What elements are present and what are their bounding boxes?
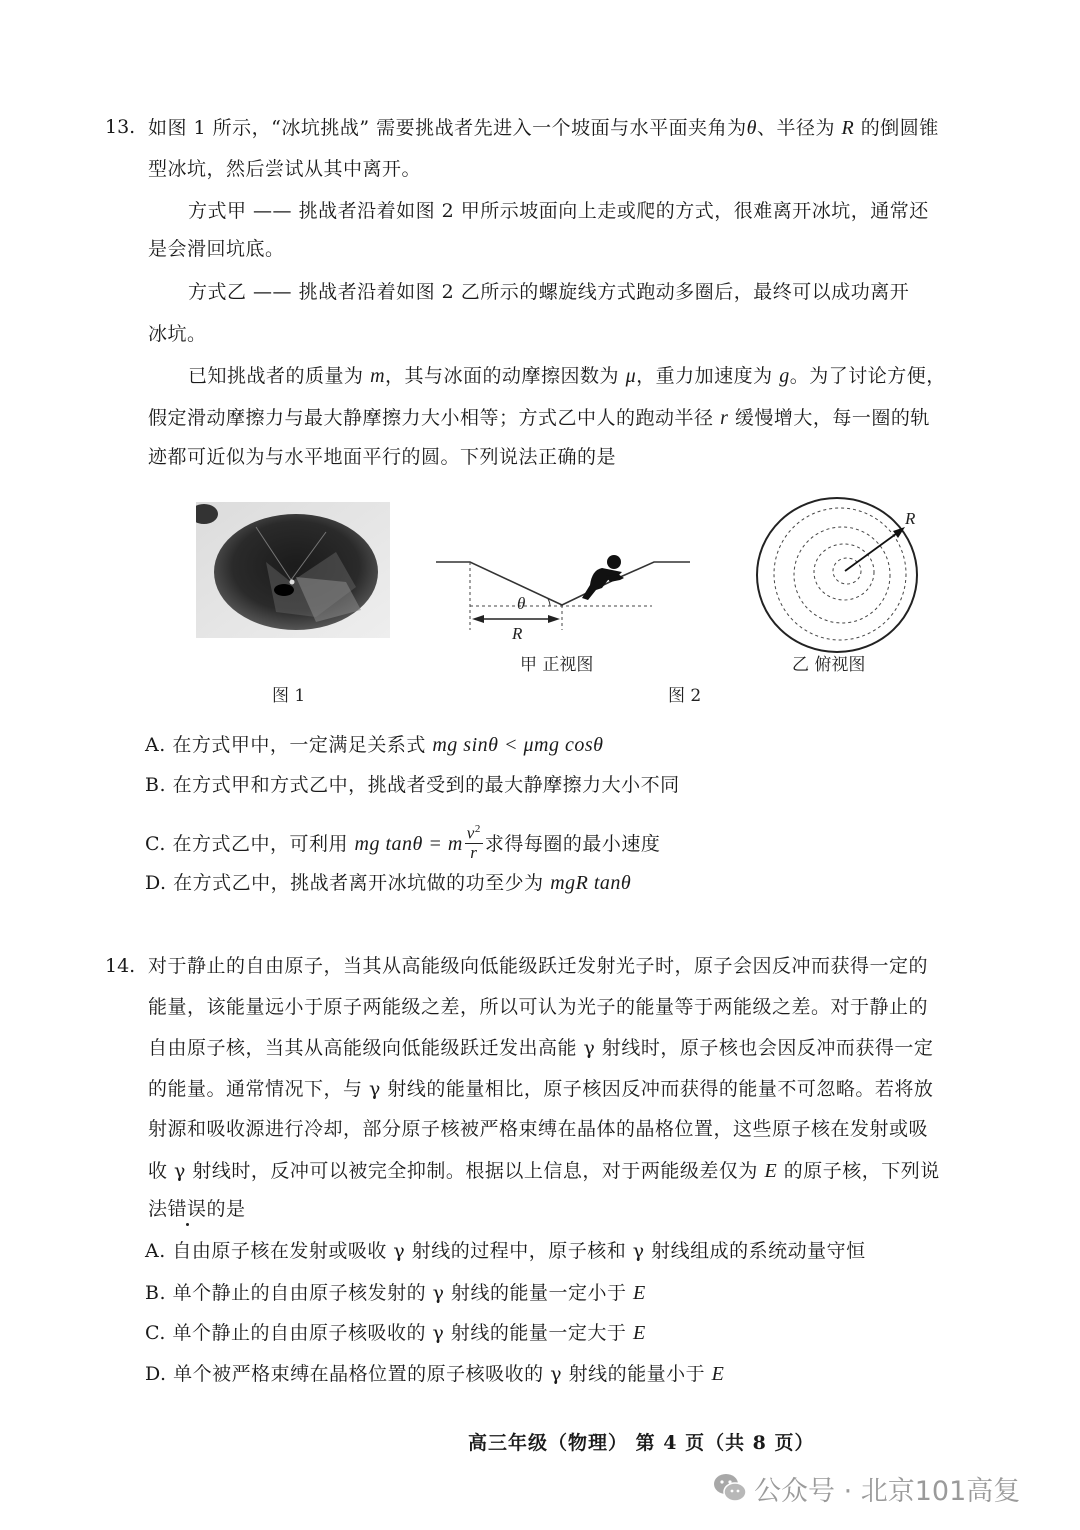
q14-line-3: 自由原子核，当其从高能级向低能级跃迁发出高能 γ 射线时，原子核也会因反冲而获得一定 (148, 1037, 934, 1059)
option-letter: A. (145, 734, 166, 756)
symbol-m: m (370, 365, 386, 387)
q14-text: 的原子核，下列说 (783, 1160, 940, 1182)
q13-text: 已知挑战者的质量为 (188, 365, 364, 387)
q13-line-2: 型冰坑，然后尝试从其中离开。 (148, 158, 422, 180)
q14-option-a[interactable] (145, 1242, 866, 1261)
option-formula: mgR tanθ (550, 872, 632, 894)
q14-line-2: 能量，该能量远小于原子两能级之差，所以可认为光子的能量等于两能级之差。对于静止的 (148, 996, 929, 1018)
q14-line-6 (148, 1161, 940, 1181)
q14-text: 收 γ 射线时，反冲可以被完全抑制。根据以上信息，对于两能级差仅为 (148, 1160, 758, 1182)
figure-1-caption: 图 1 (272, 686, 306, 706)
symbol-g: g (779, 365, 790, 387)
label-theta: θ (517, 594, 526, 613)
option-text: 在方式乙中，可利用 (172, 833, 355, 856)
q13-text: 。为了讨论方便， (789, 365, 946, 387)
q13-text: 假定滑动摩擦力与最大静摩擦力大小相等；方式乙中人的跑动半径 (148, 407, 714, 429)
figure-1-ice-pit-photo (196, 502, 390, 638)
q14-option-d[interactable] (145, 1364, 724, 1384)
frac-exponent: 2 (474, 823, 481, 835)
q13-option-a[interactable] (145, 735, 603, 755)
option-text: 在方式甲和方式乙中，挑战者受到的最大静摩擦力大小不同 (172, 774, 680, 796)
q13-text: ，重力加速度为 (636, 365, 773, 387)
emphasis-text: 错误 (167, 1198, 207, 1220)
option-formula: mg sinθ < μmg cosθ (432, 734, 604, 756)
q13-text: 的倒圆锥 (860, 117, 939, 139)
option-letter: C. (145, 1322, 166, 1344)
symbol-r: r (720, 407, 729, 429)
q13-line-1 (148, 118, 939, 138)
page-footer: 高三年级（物理） 第 4 页（共 8 页） (468, 1432, 815, 1454)
option-letter: D. (145, 872, 167, 894)
q13-line-8 (148, 408, 930, 428)
q13-line-6: 冰坑。 (148, 323, 207, 345)
emphasis-wrong (168, 1200, 207, 1219)
fraction-v2-over-r (465, 824, 483, 862)
symbol-E: E (764, 1160, 778, 1182)
label-R-top: R (905, 509, 916, 528)
q13-option-c[interactable] (145, 823, 661, 864)
q13-text: 如图 1 所示，“冰坑挑战” 需要挑战者先进入一个坡面与水平面夹角为 (148, 117, 747, 139)
label-R-front: R (512, 624, 523, 643)
q14-text: 的是 (206, 1198, 246, 1220)
question-13-number: 13. (105, 116, 136, 138)
q13-option-b[interactable] (145, 776, 680, 795)
watermark-text: 公众号 · 北京101高复 (754, 1475, 1021, 1507)
q14-line-5: 射源和吸收源进行冷却，部分原子核被严格束缚在晶体的晶格位置，这些原子核在发射或吸 (148, 1118, 929, 1140)
option-text: 求得每圈的最小速度 (484, 833, 661, 856)
q13-line-4: 是会滑回坑底。 (148, 238, 285, 260)
climber-icon (582, 555, 624, 600)
q13-line-5: 方式乙 —— 挑战者沿着如图 2 乙所示的螺旋线方式跑动多圈后，最终可以成功离开 (188, 281, 910, 303)
symbol-mu: μ (625, 365, 637, 387)
q13-line-7 (188, 366, 946, 386)
q14-line-1: 对于静止的自由原子，当其从高能级向低能级跃迁发射光子时，原子会因反冲而获得一定的 (148, 955, 929, 977)
front-view-caption: 甲 正视图 (520, 655, 594, 675)
q14-text: 法 (148, 1198, 168, 1220)
option-letter: B. (145, 774, 167, 796)
option-letter: A. (145, 1240, 166, 1262)
option-text: 单个静止的自由原子核吸收的 γ 射线的能量一定大于 (172, 1322, 633, 1344)
figure-2a-front-view (432, 540, 702, 650)
figure-2b-top-view (750, 496, 925, 656)
symbol-E: E (633, 1282, 646, 1304)
q13-text: 、半径为 (756, 117, 835, 139)
q13-option-d[interactable] (145, 873, 631, 893)
option-formula: mg tanθ = m (354, 833, 463, 856)
frac-numerator: v (466, 823, 475, 843)
option-text: 自由原子核在发射或吸收 γ 射线的过程中，原子核和 γ 射线组成的系统动量守恒 (172, 1240, 866, 1262)
watermark (712, 1470, 1020, 1506)
symbol-E: E (711, 1363, 725, 1385)
symbol-E: E (632, 1322, 646, 1344)
option-text: 在方式乙中，挑战者离开冰坑做的功至少为 (173, 872, 551, 894)
top-view-caption: 乙 俯视图 (792, 655, 866, 675)
q13-line-9: 迹都可近似为与水平地面平行的圆。下列说法正确的是 (148, 446, 617, 468)
option-letter: D. (145, 1363, 167, 1385)
symbol-theta: θ (746, 117, 757, 139)
option-letter: B. (145, 1282, 167, 1304)
frac-denominator: r (470, 842, 478, 862)
option-letter: C. (145, 833, 166, 856)
q14-line-4: 的能量。通常情况下，与 γ 射线的能量相比，原子核因反冲而获得的能量不可忽略。若将放 (148, 1078, 934, 1100)
q13-line-3: 方式甲 —— 挑战者沿着如图 2 甲所示坡面向上走或爬的方式，很难离开冰坑，通常还 (188, 200, 929, 222)
option-text: 单个静止的自由原子核发射的 γ 射线的能量一定小于 (172, 1282, 634, 1304)
q13-text: ，其与冰面的动摩擦因数为 (385, 365, 620, 387)
q13-text: 缓慢增大，每一圈的轨 (734, 407, 930, 429)
option-text: 在方式甲中，一定满足关系式 (172, 734, 433, 756)
option-text: 单个被严格束缚在晶格位置的原子核吸收的 γ 射线的能量小于 (173, 1363, 712, 1385)
q14-option-b[interactable] (145, 1283, 646, 1303)
wechat-icon (712, 1471, 748, 1505)
q14-line-7 (148, 1200, 246, 1219)
question-14-number: 14. (105, 955, 136, 977)
symbol-R: R (841, 117, 855, 139)
figure-2-caption: 图 2 (668, 686, 702, 706)
q14-option-c[interactable] (145, 1323, 646, 1343)
